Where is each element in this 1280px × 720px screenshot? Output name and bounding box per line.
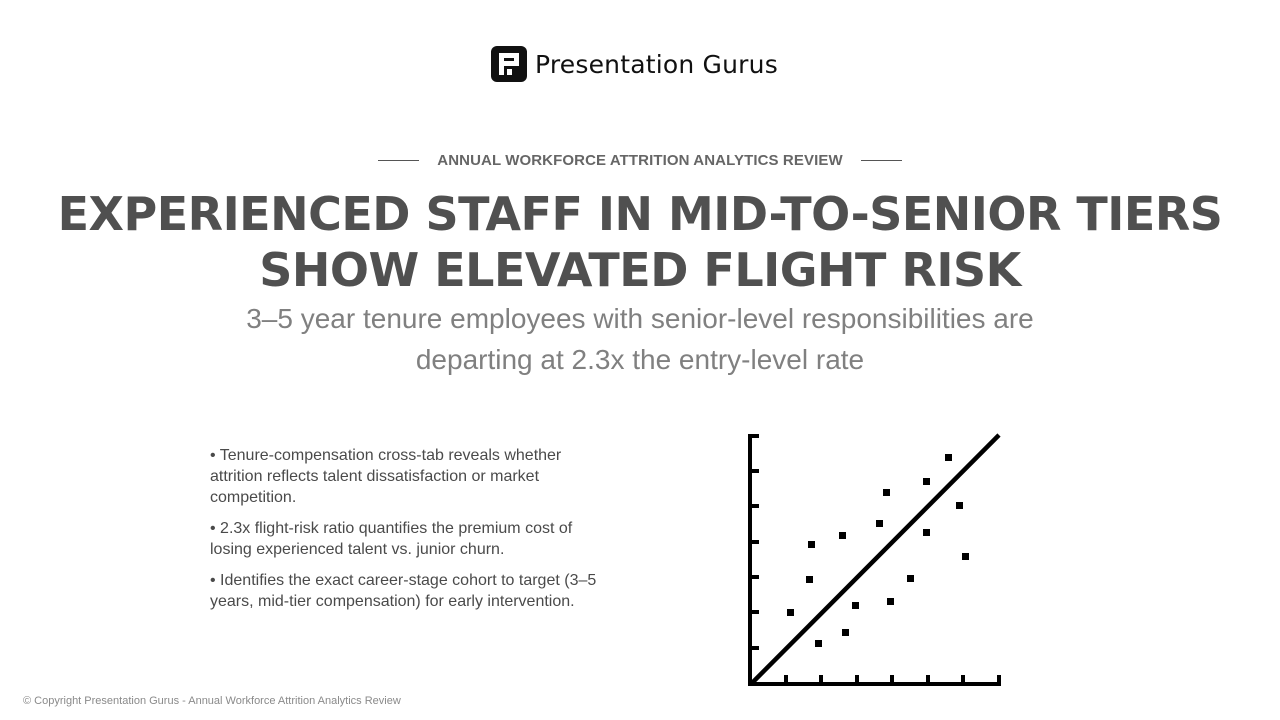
scatter-plot-icon [742,428,1010,690]
kicker-rule-left [378,160,419,161]
bullet-item: • 2.3x flight-risk ratio quantifies the premium cost of losing experienced talent vs. junior churn. [210,520,573,558]
kicker-text: ANNUAL WORKFORCE ATTRITION ANALYTICS REVIEW [437,152,843,169]
presentation-gurus-logo-icon [491,46,527,82]
slide-subtitle: 3–5 year tenure employees with senior-level responsibilities are departing at 2.3x the entry-level rate [246,303,1034,375]
brand-logo [491,46,778,82]
bullet-item: • Tenure-compensation cross-tab reveals whether attrition reflects talent dissatisfaction or market competition. [210,447,562,506]
bullet-list [210,445,605,622]
footer-copyright: © Copyright Presentation Gurus - Annual Workforce Attrition Analytics Review [23,695,401,707]
kicker-rule-right [861,160,902,161]
section-kicker [0,152,1280,169]
brand-name: Presentation Gurus [535,49,778,79]
slide-title-line-1: EXPERIENCED STAFF IN MID-TO-SENIOR TIERS [57,187,1223,241]
bullet-item: • Identifies the exact career-stage cohort to target (3–5 years, mid-tier compensation) for early intervention. [210,572,597,610]
slide-title-line-2: SHOW ELEVATED FLIGHT RISK [259,243,1021,297]
slide-title [0,186,1280,298]
